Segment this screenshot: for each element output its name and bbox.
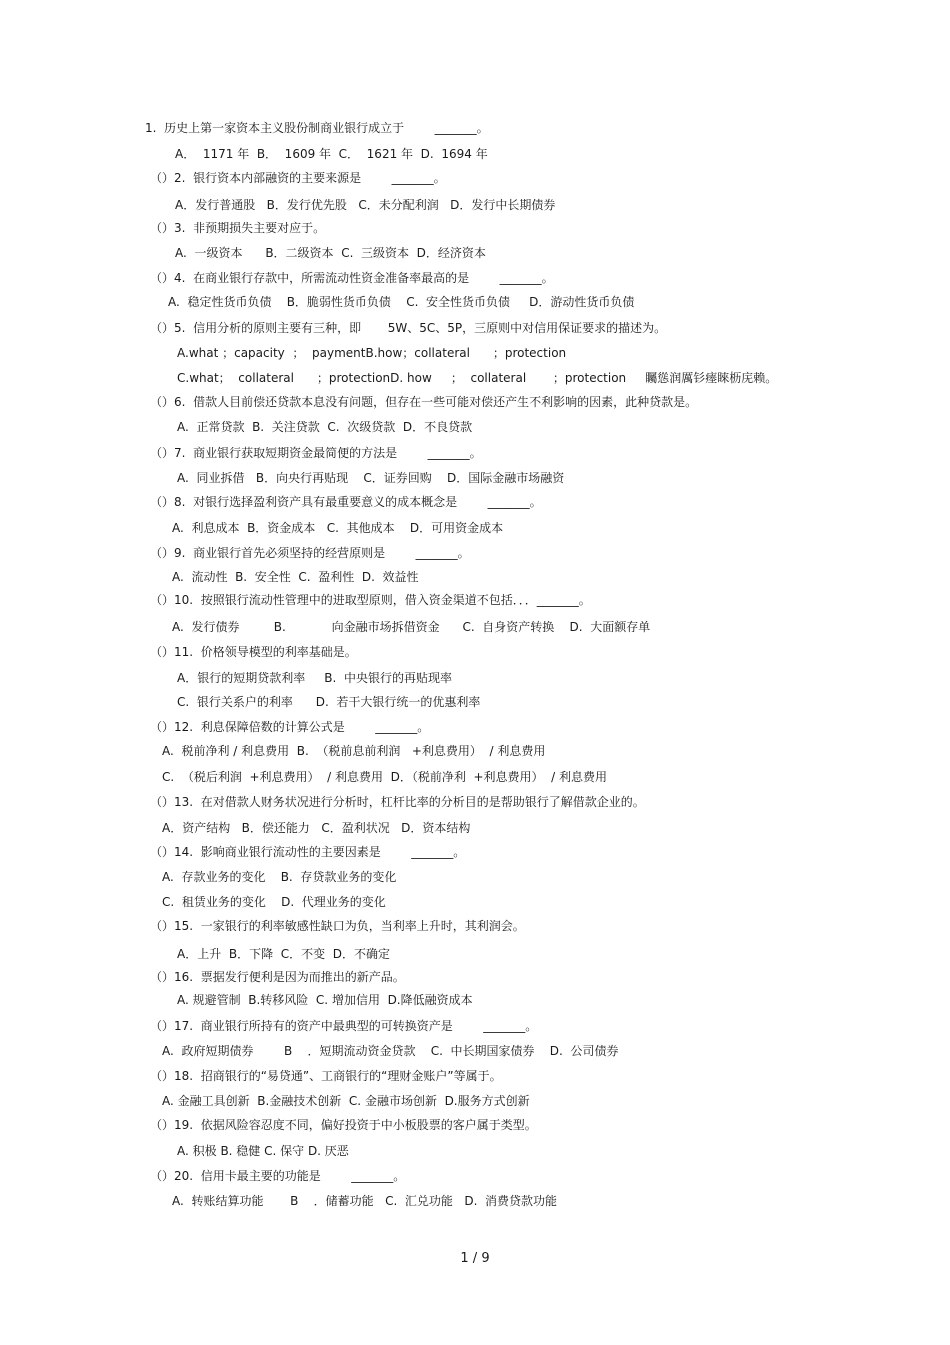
question-3: （）3. 非预期损失主要对应于。 <box>150 221 326 235</box>
question-1: 1. 历史上第一家资本主义股份制商业银行成立于 _______。 <box>145 121 489 135</box>
question-8: （）8. 对银行选择盈利资产具有最重要意义的成本概念是 _______。 <box>150 495 542 509</box>
question-6-options: A. 正常贷款 B. 关注贷款 C. 次级贷款 D．不良贷款 <box>177 420 473 434</box>
question-2: （）2. 银行资本内部融资的主要来源是 _______。 <box>150 171 446 185</box>
question-18: （）18. 招商银行的“易贷通”、工商银行的“理财金账户”等属于。 <box>150 1069 502 1083</box>
question-16: （）16. 票据发行便利是因为而推出的新产品。 <box>150 970 405 984</box>
question-5-options-ab: A.what ；capacity ； paymentB.how；collateral ；protection <box>177 346 567 360</box>
question-11: （）11. 价格领导模型的利率基础是。 <box>150 645 357 659</box>
question-4-options: A. 稳定性货币负债 B．脆弱性货币负债 C. 安全性货币负债 D．游动性货币负债 <box>168 295 635 309</box>
question-20: （）20. 信用卡最主要的功能是 _______。 <box>150 1169 406 1183</box>
question-12: （）12. 利息保障倍数的计算公式是 _______。 <box>150 720 430 734</box>
question-2-options: A．发行普通股 B．发行优先股 C．未分配利润 D．发行中长期债券 <box>175 198 556 212</box>
question-17: （）17. 商业银行所持有的资产中最典型的可转换资产是 _______。 <box>150 1019 538 1033</box>
question-11-options-ab: A．银行的短期贷款利率 B. 中央银行的再贴现率 <box>177 671 452 685</box>
question-15: （）15. 一家银行的利率敏感性缺口为负，当利率上升时，其利润会。 <box>150 919 525 933</box>
question-5: （）5. 信用分析的原则主要有三种，即 5W、5C、5P，三原则中对信用保证要求的描述为。 <box>150 321 667 335</box>
question-19-options: A. 积极 B. 稳健 C. 保守 D. 厌恶 <box>177 1144 349 1158</box>
question-16-options: A. 规避管制 B.转移风险 C. 增加信用 D.降低融资成本 <box>177 993 473 1007</box>
question-9: （）9. 商业银行首先必须坚持的经营原则是 _______。 <box>150 546 470 560</box>
question-10: （）10. 按照银行流动性管理中的进取型原则，借入资金渠道不包括．．．_______。 <box>150 593 591 607</box>
question-8-options: A. 利息成本 B．资金成本 C. 其他成本 D．可用资金成本 <box>172 521 504 535</box>
question-12-options-ab: A. 税前净利 / 利息费用 B. （税前息前利润 +利息费用） / 利息费用 <box>162 744 546 758</box>
question-3-options: A. 一级资本 B．二级资本 C. 三级资本 D．经济资本 <box>175 246 486 260</box>
question-17-options: A. 政府短期债券 B ．短期流动资金贷款 C. 中长期国家债券 D. 公司债券 <box>162 1044 619 1058</box>
question-14-options-cd: C. 租赁业务的变化 D. 代理业务的变化 <box>162 895 386 909</box>
question-4: （）4. 在商业银行存款中，所需流动性资金准备率最高的是 _______。 <box>150 271 554 285</box>
question-7: （）7. 商业银行获取短期资金最简便的方法是 _______。 <box>150 446 482 460</box>
question-11-options-cd: C. 银行关系户的利率 D. 若干大银行统一的优惠利率 <box>177 695 481 709</box>
page-number: 1 / 9 <box>460 1251 490 1266</box>
question-19: （）19. 依据风险容忍度不同，偏好投资于中小板股票的客户属于类型。 <box>150 1118 537 1132</box>
question-18-options: A. 金融工具创新 B.金融技术创新 C. 金融市场创新 D.服务方式创新 <box>162 1094 530 1108</box>
question-13-options: A．资产结构 B．偿还能力 C．盈利状况 D．资本结构 <box>162 821 471 835</box>
question-6: （）6. 借款人目前偿还贷款本息没有问题，但存在一些可能对偿还产生不利影响的因素，此种贷款是。 <box>150 395 698 409</box>
question-1-options: A． 1171 年 B． 1609 年 C． 1621 年 D. 1694 年 <box>175 147 488 161</box>
question-14-options-ab: A. 存款业务的变化 B. 存贷款业务的变化 <box>162 870 397 884</box>
question-10-options: A. 发行债券 B. 向金融市场拆借资金 C. 自身资产转换 D. 大面额存单 <box>172 620 651 634</box>
question-14: （）14. 影响商业银行流动性的主要因素是 _______。 <box>150 845 466 859</box>
question-13: （）13. 在对借款人财务状况进行分析时，杠杆比率的分析目的是帮助银行了解借款企业的。 <box>150 795 645 809</box>
question-15-options: A．上升 B．下降 C．不变 D．不确定 <box>177 947 390 961</box>
question-12-options-cd: C. （税后利润 +利息费用） / 利息费用 D．（税前净利 +利息费用） / 利息费用 <box>162 770 608 784</box>
question-9-options: A. 流动性 B. 安全性 C. 盈利性 D. 效益性 <box>172 570 419 584</box>
question-5-options-cd: C.what； collateral ；protectionD. how ； collateral ；protection 矚慫润厲钐瘗睞枥庑赖。 <box>177 371 778 385</box>
question-7-options: A. 同业拆借 B．向央行再贴现 C．证券回购 D．国际金融市场融资 <box>177 471 565 485</box>
question-20-options: A. 转账结算功能 B ．储蓄功能 C. 汇兑功能 D. 消费贷款功能 <box>172 1194 558 1208</box>
